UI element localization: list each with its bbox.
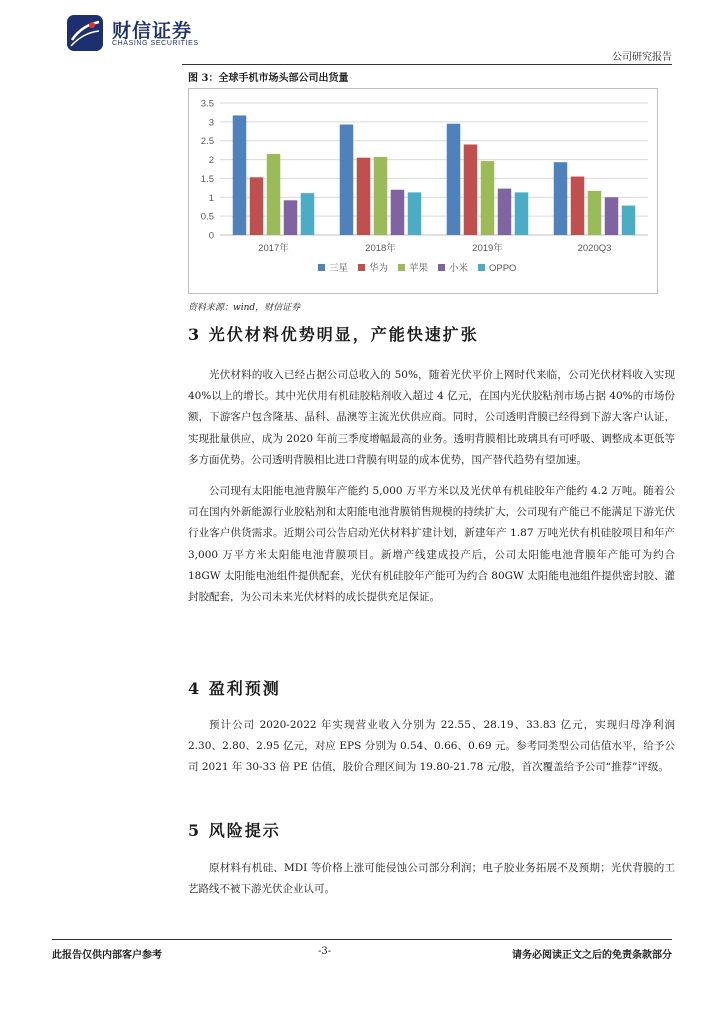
section-4-heading: 4 盈利预测	[188, 679, 281, 698]
bar	[498, 189, 512, 235]
figure-source: 资料来源：wind，财信证券	[188, 303, 301, 313]
bar	[250, 177, 264, 235]
x-tick-label: 2020Q3	[577, 243, 612, 254]
bar	[233, 115, 247, 235]
y-tick-label: 1.5	[200, 173, 214, 185]
bar	[391, 190, 405, 235]
legend-label: 小米	[449, 263, 469, 274]
shipments-bar-chart	[188, 88, 658, 294]
paragraph: 预计公司 2020-2022 年实现营业收入分别为 22.55、28.19、33.83 亿元，实现归母净利润 2.30、2.80、2.95 亿元，对应 EPS 分别为 0.54、0.66、0.69 元。参考同类型公司估值水平，给予公司 2021 年 30-33 倍 PE 估值，股价合理区间为 19.80-21.78 元/股，首次覆盖给予公司“推荐”评级。	[188, 719, 675, 774]
bar	[554, 162, 568, 235]
legend-label: OPPO	[489, 263, 517, 274]
legend-label: 苹果	[409, 263, 429, 274]
section-5-heading: 5 风险提示	[188, 821, 281, 840]
bar	[301, 193, 315, 235]
y-tick-label: 3	[208, 117, 214, 129]
legend-swatch	[318, 264, 325, 271]
y-tick-label: 2.5	[200, 136, 214, 148]
page-number: -3-	[318, 946, 332, 957]
bar	[622, 206, 636, 235]
y-tick-label: 0	[208, 230, 214, 242]
logo-english-name: CHASING SECURITIES	[112, 40, 199, 47]
x-tick-label: 2018年	[365, 243, 396, 254]
y-tick-label: 2	[208, 155, 214, 167]
y-tick-label: 0.5	[200, 211, 214, 223]
bar	[357, 158, 371, 235]
bar	[515, 192, 529, 235]
bar	[464, 144, 478, 235]
section-5-body	[188, 858, 675, 900]
section-3-body	[188, 365, 675, 608]
legend-swatch	[398, 264, 405, 271]
footer-disclaimer-right: 请务必阅读正文之后的免责条款部分	[512, 950, 672, 961]
section-3-heading: 3 光伏材料优势明显，产能快速扩张	[188, 325, 479, 344]
footer-disclaimer-left: 此报告仅供内部客户参考	[52, 950, 162, 961]
paragraph: 光伏材料的收入已经占据公司总收入的 50%，随着光伏平价上网时代来临，公司光伏材料收入实现 40%以上的增长。其中光伏用有机硅胶粘剂收入超过 4 亿元，在国内光伏胶粘剂市场占据 40%的市场份额，下游客户包含隆基、晶科、晶澳等主流光伏供应商。同时，公司透明背膜已经得到下游大客户认证，实现批量供应，成为 2020 年前三季度增幅最高的业务。透明背膜相比玻璃具有可呼吸、调整成本更低等多方面优势。公司透明背膜相比进口背膜有明显的成本优势，国产替代趋势有望加速。	[188, 369, 675, 466]
report-type-label: 公司研究报告	[612, 52, 672, 63]
bar	[605, 197, 619, 235]
legend-label: 三星	[329, 263, 349, 274]
legend-swatch	[478, 264, 485, 271]
bar	[447, 124, 461, 235]
footer-divider	[52, 939, 672, 940]
paragraph: 原材料有机硅、MDI 等价格上涨可能侵蚀公司部分利润；电子胶业务拓展不及预期；光伏背膜的工艺路线不被下游光伏企业认可。	[188, 862, 675, 896]
legend-swatch	[438, 264, 445, 271]
logo-chinese-name: 财信证券	[112, 20, 193, 42]
bar	[284, 200, 298, 235]
figure-caption: 图 3：全球手机市场头部公司出货量	[188, 73, 349, 84]
bar	[340, 124, 354, 235]
legend-label: 华为	[369, 263, 389, 274]
company-logo-icon	[66, 14, 104, 52]
legend-swatch	[358, 264, 365, 271]
y-tick-label: 3.5	[200, 98, 214, 110]
section-4-body	[188, 715, 675, 779]
header-divider	[182, 64, 672, 65]
bar	[571, 177, 585, 235]
bar	[588, 191, 602, 235]
bar	[481, 161, 495, 235]
bar	[374, 157, 388, 235]
bar	[267, 154, 281, 235]
bar	[408, 192, 422, 235]
paragraph: 公司现有太阳能电池背膜年产能约 5,000 万平方米以及光伏单有机硅胶年产能约 4.2 万吨。随着公司在国内外新能源行业胶粘剂和太阳能电池背膜销售规模的持续扩大，公司现有产能已不能满足下游光伏行业客户供货需求。近期公司公告启动光伏材料扩建计划，新建年产 1.87 万吨光伏有机硅胶项目和年产 3,000 万平方米太阳能电池背膜项目。新增产线建成投产后，公司太阳能电池背膜年产能可为约合 18GW 太阳能电池组件提供配套，光伏有机硅胶年产能可为约合 80GW 太阳能电池组件提供密封胶、灌封胶配套，为公司未来光伏材料的成长提供充足保证。	[188, 485, 675, 604]
x-tick-label: 2019年	[472, 243, 503, 254]
y-tick-label: 1	[208, 192, 214, 204]
x-tick-label: 2017年	[258, 243, 289, 254]
